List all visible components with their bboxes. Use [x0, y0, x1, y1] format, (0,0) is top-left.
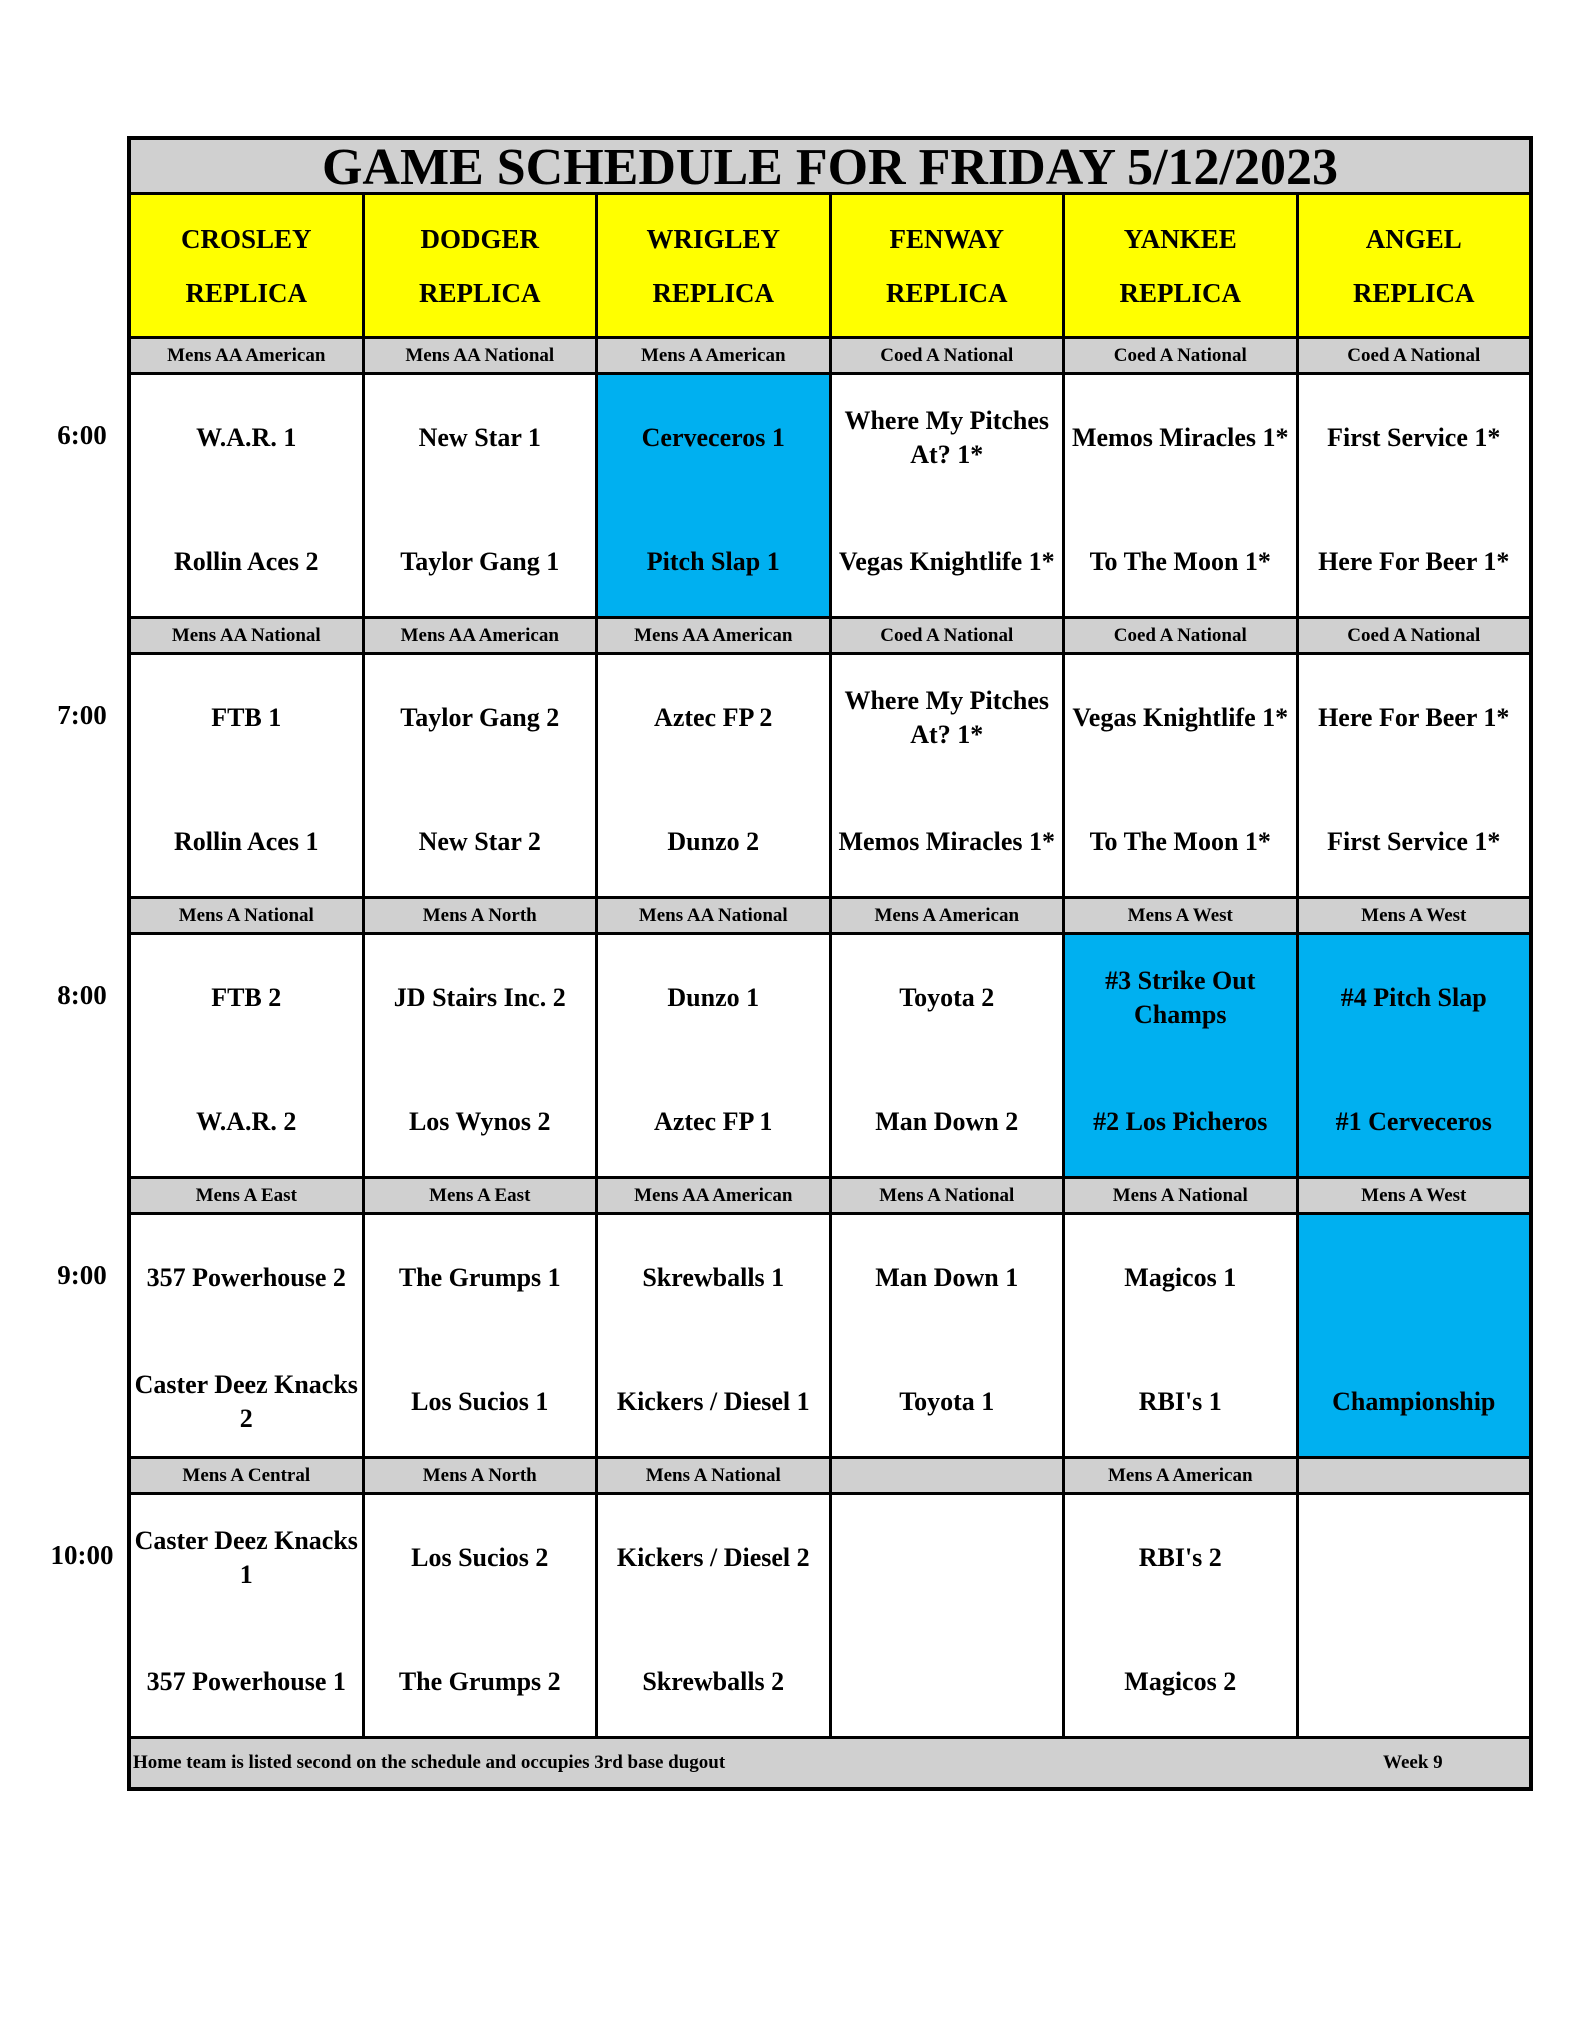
game-cell — [1062, 655, 1296, 896]
field-name: DODGER — [420, 223, 539, 254]
division-label: Mens A East — [362, 1179, 596, 1212]
field-name: FENWAY — [889, 223, 1005, 254]
home-team: RBI's 1 — [1138, 1387, 1222, 1416]
home-team: Memos Miracles 1* — [838, 827, 1056, 856]
division-label: Mens A North — [362, 1459, 596, 1492]
away-team: Magicos 1 — [1124, 1263, 1237, 1292]
away-team: First Service 1* — [1327, 423, 1501, 452]
division-label: Mens A National — [1062, 1179, 1296, 1212]
home-team: #1 Cerveceros — [1335, 1107, 1492, 1136]
away-team — [1299, 1523, 1530, 1593]
game-cell — [829, 1215, 1063, 1456]
division-label: Mens A North — [362, 899, 596, 932]
field-name: YANKEE — [1123, 223, 1237, 254]
game-row — [131, 375, 1529, 619]
home-team: W.A.R. 2 — [196, 1107, 297, 1136]
game-cell — [829, 655, 1063, 896]
division-label: Mens A West — [1062, 899, 1296, 932]
home-team: Los Sucios 1 — [411, 1387, 549, 1416]
game-cell — [595, 375, 829, 616]
division-label: Mens AA American — [131, 339, 362, 372]
home-team: Magicos 2 — [1124, 1667, 1237, 1696]
home-team: Rollin Aces 1 — [174, 827, 319, 856]
division-label — [829, 1459, 1063, 1492]
home-team: Kickers / Diesel 1 — [616, 1387, 810, 1416]
field-header — [1062, 195, 1296, 336]
field-type: REPLICA — [652, 277, 774, 308]
away-team: Aztec FP 2 — [654, 703, 773, 732]
division-label: Mens AA American — [362, 619, 596, 652]
home-team: New Star 2 — [418, 827, 541, 856]
away-team — [1299, 1243, 1530, 1313]
game-cell — [1296, 935, 1530, 1176]
division-row — [131, 619, 1529, 655]
footer — [131, 1739, 1529, 1787]
home-team: To The Moon 1* — [1089, 827, 1271, 856]
home-team: Man Down 2 — [875, 1107, 1019, 1136]
game-cell — [131, 935, 362, 1176]
game-cell — [362, 1215, 596, 1456]
field-name: WRIGLEY — [646, 223, 781, 254]
field-header — [1296, 195, 1530, 336]
game-cell — [829, 1495, 1063, 1736]
division-label: Mens A National — [131, 899, 362, 932]
away-team: Here For Beer 1* — [1318, 703, 1510, 732]
game-cell — [131, 1215, 362, 1456]
home-team: Skrewballs 2 — [642, 1667, 785, 1696]
game-cell — [362, 935, 596, 1176]
home-team: Here For Beer 1* — [1318, 547, 1510, 576]
field-type: REPLICA — [185, 277, 307, 308]
home-team: Toyota 1 — [899, 1387, 995, 1416]
time-label: 7:00 — [57, 700, 107, 730]
game-cell — [131, 375, 362, 616]
game-cell — [362, 1495, 596, 1736]
game-cell — [1062, 935, 1296, 1176]
home-team: Rollin Aces 2 — [174, 547, 319, 576]
away-team: Dunzo 1 — [667, 983, 760, 1012]
away-team: #4 Pitch Slap — [1340, 983, 1487, 1012]
division-label: Mens A National — [595, 1459, 829, 1492]
field-type: REPLICA — [1352, 277, 1475, 308]
away-team: Los Sucios 2 — [411, 1543, 549, 1572]
away-team: Skrewballs 1 — [642, 1263, 785, 1292]
away-team: Caster Deez Knacks 1 — [134, 1526, 358, 1589]
game-cell — [595, 1215, 829, 1456]
game-cell — [1062, 1495, 1296, 1736]
division-label: Mens A National — [829, 1179, 1063, 1212]
away-team: FTB 1 — [211, 703, 282, 732]
game-cell — [829, 935, 1063, 1176]
division-label: Mens A West — [1296, 1179, 1530, 1212]
division-label: Mens A American — [1062, 1459, 1296, 1492]
division-row — [131, 1459, 1529, 1495]
away-team: W.A.R. 1 — [196, 423, 297, 452]
field-type: REPLICA — [1119, 277, 1241, 308]
game-cell — [131, 655, 362, 896]
home-team: First Service 1* — [1327, 827, 1501, 856]
division-label: Mens AA National — [131, 619, 362, 652]
away-team: Man Down 1 — [875, 1263, 1019, 1292]
home-team: Taylor Gang 1 — [400, 547, 560, 576]
home-team: Dunzo 2 — [667, 827, 760, 856]
division-label: Mens A East — [131, 1179, 362, 1212]
away-team: 357 Powerhouse 2 — [146, 1263, 346, 1292]
away-team: Cerveceros 1 — [641, 423, 785, 452]
schedule-table — [127, 136, 1533, 1791]
game-cell — [1296, 655, 1530, 896]
division-label: Mens A Central — [131, 1459, 362, 1492]
home-team: #2 Los Picheros — [1093, 1107, 1268, 1136]
home-team: Championship — [1332, 1387, 1496, 1416]
game-cell — [1296, 375, 1530, 616]
away-team: Vegas Knightlife 1* — [1072, 703, 1289, 732]
division-row — [131, 339, 1529, 375]
home-team: Pitch Slap 1 — [646, 547, 780, 576]
division-label: Mens AA National — [595, 899, 829, 932]
game-cell — [362, 655, 596, 896]
game-cell — [595, 655, 829, 896]
division-label: Coed A National — [1296, 619, 1530, 652]
home-team: Aztec FP 1 — [654, 1107, 773, 1136]
home-team: The Grumps 2 — [398, 1667, 561, 1696]
home-team: Caster Deez Knacks 2 — [134, 1370, 358, 1433]
away-team: New Star 1 — [418, 423, 541, 452]
game-cell — [1296, 1215, 1530, 1456]
home-team — [1299, 1647, 1530, 1717]
division-label: Coed A National — [1296, 339, 1530, 372]
away-team: The Grumps 1 — [398, 1263, 561, 1292]
time-slots — [131, 339, 1529, 1739]
game-row — [131, 655, 1529, 899]
home-team: Los Wynos 2 — [408, 1107, 551, 1136]
away-team: Taylor Gang 2 — [400, 703, 560, 732]
away-team: Memos Miracles 1* — [1071, 423, 1289, 452]
field-header — [829, 195, 1063, 336]
home-team: 357 Powerhouse 1 — [146, 1667, 346, 1696]
field-name: ANGEL — [1365, 223, 1462, 254]
game-cell — [829, 375, 1063, 616]
game-cell — [1296, 1495, 1530, 1736]
division-label: Mens A American — [829, 899, 1063, 932]
division-label — [1296, 1459, 1530, 1492]
field-name: CROSLEY — [180, 223, 312, 254]
field-type: REPLICA — [418, 277, 541, 308]
division-label: Mens AA American — [595, 619, 829, 652]
division-label: Coed A National — [1062, 339, 1296, 372]
field-type: REPLICA — [885, 277, 1008, 308]
division-label: Mens AA American — [595, 1179, 829, 1212]
game-cell — [595, 1495, 829, 1736]
home-team: To The Moon 1* — [1089, 547, 1271, 576]
time-label: 6:00 — [57, 420, 107, 450]
game-cell — [362, 375, 596, 616]
away-team: Where My Pitches At? 1* — [844, 686, 1050, 749]
away-team: Where My Pitches At? 1* — [844, 406, 1050, 469]
division-label: Mens A American — [595, 339, 829, 372]
page-title: GAME SCHEDULE FOR FRIDAY 5/12/2023 — [131, 140, 1529, 195]
field-header — [362, 195, 596, 336]
game-cell — [1062, 375, 1296, 616]
away-team: Toyota 2 — [899, 983, 995, 1012]
home-team — [832, 1647, 1063, 1717]
away-team: JD Stairs Inc. 2 — [393, 983, 566, 1012]
division-label: Mens A West — [1296, 899, 1530, 932]
game-row — [131, 935, 1529, 1179]
time-label: 9:00 — [57, 1260, 107, 1290]
time-label: 8:00 — [57, 980, 107, 1010]
away-team: FTB 2 — [211, 983, 282, 1012]
division-label: Coed A National — [1062, 619, 1296, 652]
game-row — [131, 1215, 1529, 1459]
field-header-row — [131, 195, 1529, 339]
home-team: Vegas Knightlife 1* — [838, 547, 1055, 576]
away-team: #3 Strike Out Champs — [1105, 966, 1256, 1029]
time-label: 10:00 — [50, 1540, 114, 1570]
week-label: Week 9 — [1383, 1752, 1443, 1773]
field-header — [595, 195, 829, 336]
division-label: Coed A National — [829, 619, 1063, 652]
game-cell — [131, 1495, 362, 1736]
footer-note: Home team is listed second on the schedule and occupies 3rd base dugout — [133, 1752, 726, 1773]
away-team: Kickers / Diesel 2 — [616, 1543, 810, 1572]
division-row — [131, 1179, 1529, 1215]
game-cell — [595, 935, 829, 1176]
division-label: Coed A National — [829, 339, 1063, 372]
division-label: Mens AA National — [362, 339, 596, 372]
field-header — [131, 195, 362, 336]
game-row — [131, 1495, 1529, 1739]
division-row — [131, 899, 1529, 935]
away-team — [832, 1523, 1063, 1593]
away-team: RBI's 2 — [1138, 1543, 1222, 1572]
game-cell — [1062, 1215, 1296, 1456]
